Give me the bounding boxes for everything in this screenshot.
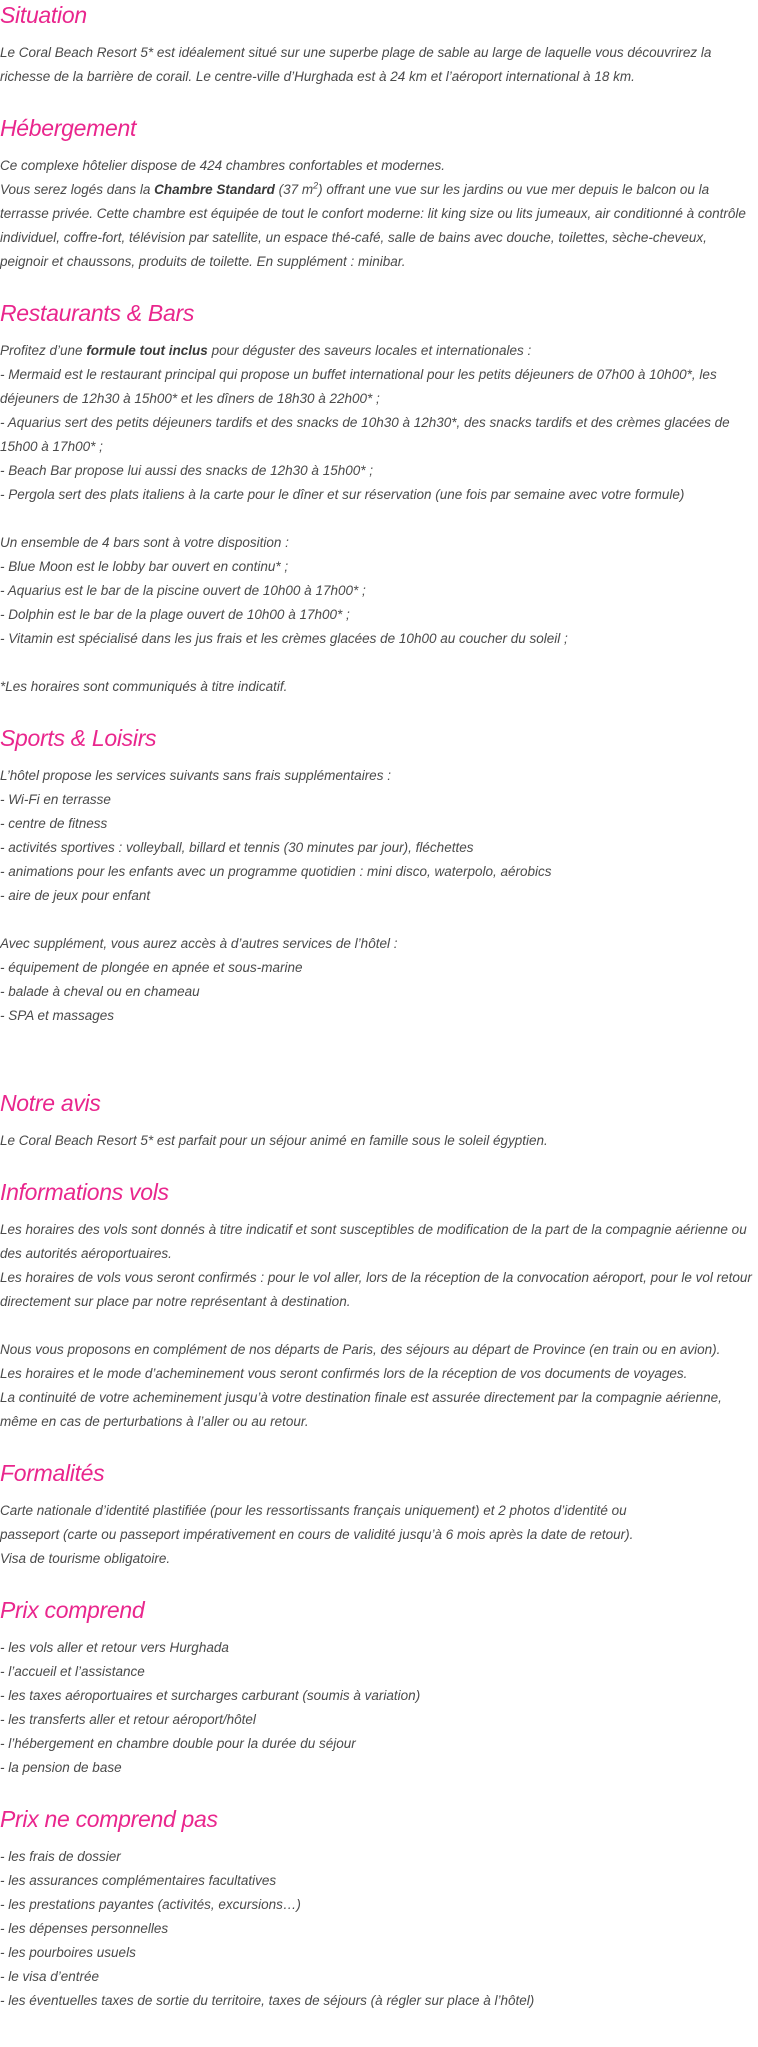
vols-line: Les horaires des vols sont donnés à titre indicatif et sont susceptibles de modification de la part de la compagnie aérienne ou des autorités aéroportuaires.	[0, 1222, 747, 1261]
hebergement-line-1: Ce complexe hôtelier dispose de 424 chambres confortables et modernes.	[0, 158, 445, 173]
bar-item: - Aquarius est le bar de la piscine ouvert de 10h00 à 17h00* ;	[0, 583, 366, 598]
section-vols	[0, 1178, 758, 1434]
free-service-item: - centre de fitness	[0, 816, 108, 831]
restaurant-item: - Aquarius sert des petits déjeuners tardifs et des snacks de 10h30 à 12h30*, des snacks tardifs et des crèmes glacées de 15h00 à 17h00* ;	[0, 415, 730, 454]
page	[0, 1, 758, 2013]
section-prix-ne-comprend	[0, 1805, 758, 2013]
hebergement-line-2-pre: Vous serez logés dans la	[0, 182, 155, 197]
restaurants-heading: Restaurants & Bars	[0, 300, 195, 326]
section-sports	[0, 724, 758, 1028]
included-item: - les vols aller et retour vers Hurghada	[0, 1640, 229, 1655]
vols-line: Nous vous proposons en complément de nos départs de Paris, des séjours au départ de Province (en train ou en avion).	[0, 1342, 721, 1357]
free-service-item: - animations pour les enfants avec un programme quotidien : mini disco, waterpolo, aérobics	[0, 864, 552, 879]
spacer	[0, 1314, 755, 1338]
spacer	[0, 507, 755, 531]
all-inclusive-label: formule tout inclus	[86, 343, 208, 358]
sports-heading: Sports & Loisirs	[0, 725, 157, 751]
prix-ne-comprend-list	[0, 1845, 755, 2013]
paid-service-item: - SPA et massages	[0, 1008, 115, 1023]
vols-line: La continuité de votre acheminement jusqu’à votre destination finale est assurée directement par la compagnie aérienne, même en cas de perturbations à l’aller ou au retour.	[0, 1390, 722, 1429]
hebergement-heading: Hébergement	[0, 115, 137, 141]
section-avis	[0, 1089, 758, 1153]
prix-comprend-heading: Prix comprend	[0, 1597, 145, 1623]
prix-ne-comprend-heading: Prix ne comprend pas	[0, 1806, 218, 1832]
prix-comprend-list	[0, 1636, 755, 1780]
excluded-item: - les frais de dossier	[0, 1849, 121, 1864]
hebergement-text	[0, 154, 755, 274]
paid-service-item: - équipement de plongée en apnée et sous-marine	[0, 960, 303, 975]
free-service-item: - Wi-Fi en terrasse	[0, 792, 111, 807]
section-restaurants	[0, 299, 758, 699]
section-formalites	[0, 1459, 758, 1571]
excluded-item: - les pourboires usuels	[0, 1945, 136, 1960]
restaurant-item: - Mermaid est le restaurant principal qui propose un buffet international pour les petits déjeuners de 07h00 à 10h00*, les déjeuners de 12h30 à 15h00* et les dîners de 18h30 à 22h00* ;	[0, 367, 717, 406]
vols-heading: Informations vols	[0, 1179, 169, 1205]
excluded-item: - le visa d’entrée	[0, 1969, 100, 1984]
hours-note: *Les horaires sont communiqués à titre indicatif.	[0, 679, 288, 694]
restaurants-intro	[0, 339, 755, 363]
formalites-line: Carte nationale d’identité plastifiée (pour les ressortissants français uniquement) et 2 photos d’identité ou	[0, 1503, 627, 1518]
vols-text	[0, 1218, 755, 1434]
bar-item: - Blue Moon est le lobby bar ouvert en continu* ;	[0, 559, 289, 574]
section-situation	[0, 1, 758, 89]
excluded-item: - les prestations payantes (activités, excursions…)	[0, 1897, 301, 1912]
room-size-sup: 2	[313, 180, 319, 191]
paid-service-item: - balade à cheval ou en chameau	[0, 984, 200, 999]
situation-heading: Situation	[0, 2, 87, 28]
included-item: - les transferts aller et retour aéroport/hôtel	[0, 1712, 256, 1727]
situation-text: Le Coral Beach Resort 5* est idéalement situé sur une superbe plage de sable au large de laquelle vous découvrirez la richesse de la barrière de corail. Le centre-ville d’Hurghada est à 24 km et l’aéroport international à 18 km.	[0, 45, 712, 84]
included-item: - l’hébergement en chambre double pour la durée du séjour	[0, 1736, 356, 1751]
included-item: - la pension de base	[0, 1760, 122, 1775]
hebergement-line-2-post: ) offrant une vue sur les jardins ou vue mer depuis le balcon ou la terrasse privée. Cette chambre est équipée de tout le confort moderne: lit king size ou lits jumeaux, air conditionné à contrôle individuel, coffre-fort, télévision par satellite, un espace thé-café, salle de bains avec douche, toilettes, sèche-cheveux, peignoir et chaussons, produits de toilette. En supplément : minibar.	[0, 182, 746, 269]
formalites-text	[0, 1499, 755, 1571]
sports-intro: L’hôtel propose les services suivants sans frais supplémentaires :	[0, 768, 391, 783]
vols-line: Les horaires et le mode d’acheminement vous seront confirmés lors de la réception de vos documents de voyages.	[0, 1366, 688, 1381]
vols-line: Les horaires de vols vous seront confirmés : pour le vol aller, lors de la réception de la convocation aéroport, pour le vol retour directement sur place par notre représentant à destination.	[0, 1270, 752, 1309]
included-item: - les taxes aéroportuaires et surcharges carburant (soumis à variation)	[0, 1688, 421, 1703]
formalites-heading: Formalités	[0, 1460, 105, 1486]
avis-heading: Notre avis	[0, 1090, 101, 1116]
spacer	[0, 908, 755, 932]
excluded-item: - les dépenses personnelles	[0, 1921, 169, 1936]
section-hebergement	[0, 114, 758, 274]
spacer	[0, 651, 755, 675]
free-service-item: - aire de jeux pour enfant	[0, 888, 151, 903]
free-service-item: - activités sportives : volleyball, billard et tennis (30 minutes par jour), fléchettes	[0, 840, 474, 855]
restaurants-intro-post: pour déguster des saveurs locales et internationales :	[207, 343, 532, 358]
room-size: (37 m	[274, 182, 314, 197]
included-item: - l’accueil et l’assistance	[0, 1664, 145, 1679]
restaurants-text	[0, 339, 755, 699]
room-type-label: Chambre Standard	[154, 182, 275, 197]
bars-intro: Un ensemble de 4 bars sont à votre disposition :	[0, 535, 289, 550]
formalites-line: Visa de tourisme obligatoire.	[0, 1551, 171, 1566]
bar-item: - Dolphin est le bar de la plage ouvert de 10h00 à 17h00* ;	[0, 607, 350, 622]
sports-text	[0, 764, 755, 1028]
excluded-item: - les éventuelles taxes de sortie du territoire, taxes de séjours (à régler sur place à l’hôtel)	[0, 1993, 535, 2008]
avis-text: Le Coral Beach Resort 5* est parfait pour un séjour animé en famille sous le soleil égyptien.	[0, 1133, 548, 1148]
section-prix-comprend	[0, 1596, 758, 1780]
restaurant-item: - Beach Bar propose lui aussi des snacks de 12h30 à 15h00* ;	[0, 463, 373, 478]
restaurants-intro-pre: Profitez d’une	[0, 343, 87, 358]
formalites-line: passeport (carte ou passeport impérativement en cours de validité jusqu’à 6 mois après la date de retour).	[0, 1527, 634, 1542]
excluded-item: - les assurances complémentaires facultatives	[0, 1873, 277, 1888]
bar-item: - Vitamin est spécialisé dans les jus frais et les crèmes glacées de 10h00 au coucher du soleil ;	[0, 631, 568, 646]
paid-services-intro: Avec supplément, vous aurez accès à d’autres services de l’hôtel :	[0, 936, 398, 951]
restaurant-item: - Pergola sert des plats italiens à la carte pour le dîner et sur réservation (une fois par semaine avec votre formule)	[0, 487, 685, 502]
